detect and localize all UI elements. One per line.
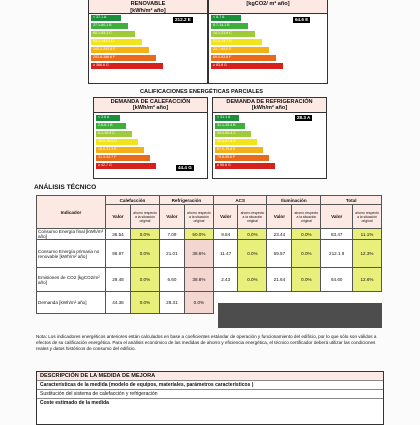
valor-header: Valor bbox=[267, 205, 292, 229]
calefaccion-bar-label: 18.0-31.3 E bbox=[98, 147, 117, 151]
refrigeracion-indicator: 28.3 A bbox=[297, 115, 311, 120]
refrigeracion-bar-label: < 31.1 A bbox=[217, 115, 231, 119]
mejora-sustitucion: Sustitución del sistema de calefacción y refrigeración bbox=[37, 390, 383, 399]
analisis-table bbox=[36, 195, 382, 314]
ahorro-cell: 38.6% bbox=[184, 240, 213, 268]
refrigeracion-bar-label: 50.4-67.5 D bbox=[217, 139, 236, 143]
value-cell: 6.60 bbox=[159, 268, 184, 292]
refrigeracion-bar-c bbox=[215, 131, 251, 137]
calefaccion-bar-c bbox=[96, 131, 132, 137]
row-label: Emisiones de CO2 [kgCO2/m² año] bbox=[37, 268, 106, 292]
consumo-bar-label: 60.1-93.1 C bbox=[93, 31, 112, 35]
refrigeracion-panel bbox=[212, 97, 327, 179]
consumo-bar-label: ≥ 366.6 G bbox=[93, 63, 109, 67]
ahorro-header: ahorro respecto a la situación original bbox=[238, 205, 267, 229]
refrigeracion-title: DEMANDA DE REFRIGERACIÓN bbox=[226, 99, 313, 105]
refrigeracion-header bbox=[213, 98, 326, 113]
calefaccion-bar-a bbox=[96, 115, 120, 121]
consumo-header bbox=[89, 0, 207, 14]
consumo-panel bbox=[88, 0, 208, 84]
refrigeracion-bar-label: 79.8-95.6 F bbox=[217, 155, 236, 159]
emisiones-bar-c bbox=[211, 31, 255, 37]
emisiones-bar-d bbox=[211, 39, 262, 45]
consumo-bar-d bbox=[91, 39, 142, 45]
ahorro-cell: 0.0% bbox=[130, 268, 159, 292]
consumo-bar-e bbox=[91, 47, 149, 53]
emisiones-bar-label: 69.0-83.8 F bbox=[213, 55, 232, 59]
value-cell: 64.60 bbox=[321, 268, 353, 292]
ahorro-cell: 38.6% bbox=[184, 268, 213, 292]
consumo-bar-g bbox=[91, 63, 163, 69]
consumo-bar-c bbox=[91, 31, 135, 37]
calefaccion-bar-e bbox=[96, 147, 144, 153]
calefaccion-bar-b bbox=[96, 123, 126, 129]
group-iluminacion: Iluminación bbox=[267, 196, 321, 205]
ahorro-header: ahorro respecto a la situación original bbox=[353, 205, 382, 229]
consumo-bar-label: 93.1-143.2 D bbox=[93, 39, 114, 43]
indicador-header: Indicador bbox=[37, 196, 106, 229]
emisiones-bar-b bbox=[211, 23, 248, 29]
ahorro-cell: 50.0% bbox=[184, 229, 213, 240]
ahorro-cell: 12.3% bbox=[353, 240, 382, 268]
emisiones-bar-f bbox=[211, 55, 276, 61]
value-cell: 9.84 bbox=[213, 229, 238, 240]
ahorro-cell: 0.0% bbox=[238, 240, 267, 268]
row-label: Demanda [kWh/m² año] bbox=[37, 292, 106, 314]
consumo-scale bbox=[91, 15, 171, 71]
consumo-bar-label: < 37.1 A bbox=[93, 15, 107, 19]
calefaccion-bar-g bbox=[96, 163, 156, 169]
calefaccion-bar-f bbox=[96, 155, 150, 161]
ahorro-header: ahorro respecto a la situación original bbox=[292, 205, 321, 229]
value-cell: 44.38 bbox=[106, 292, 131, 314]
emisiones-bar-label: 14.1-21.9 C bbox=[213, 31, 232, 35]
calefaccion-scale bbox=[96, 115, 166, 171]
group-calefaccion: Calefacción bbox=[106, 196, 160, 205]
value-cell: 28.31 bbox=[159, 292, 184, 314]
value-cell: 11.47 bbox=[213, 240, 238, 268]
calefaccion-bar-label: 10.9-18.0 D bbox=[98, 139, 117, 143]
emisiones-bar-label: 21.9-33.7 D bbox=[213, 39, 232, 43]
analisis-body bbox=[37, 229, 382, 314]
consumo-bar-label: 293.8-366.6 F bbox=[93, 55, 116, 59]
calefaccion-bar-label: < 2.6 A bbox=[98, 115, 110, 119]
emisiones-bar-label: 33.7-69.0 E bbox=[213, 47, 232, 51]
ahorro-cell: 0.0% bbox=[238, 229, 267, 240]
mejora-title: DESCRIPCIÓN DE LA MEDIDA DE MEJORA bbox=[37, 372, 383, 381]
consumo-bar-f bbox=[91, 55, 156, 61]
valor-header: Valor bbox=[321, 205, 353, 229]
refrigeracion-bar-label: 67.5-79.8 E bbox=[217, 147, 236, 151]
ahorro-header: ahorro respecto a la situación original bbox=[184, 205, 213, 229]
emisiones-scale bbox=[211, 15, 291, 71]
refrigeracion-bar-label: ≥ 95.6 G bbox=[217, 163, 231, 167]
refrigeracion-bar-d bbox=[215, 139, 257, 145]
value-cell: 21.01 bbox=[159, 240, 184, 268]
row-label: Consumo Energía primaria no renovable [kWh/m² año] bbox=[37, 240, 106, 268]
consumo-title: RENOVABLE bbox=[130, 1, 166, 8]
ahorro-cell: 0.0% bbox=[292, 268, 321, 292]
refrigeracion-bar-b bbox=[215, 123, 245, 129]
valor-header: Valor bbox=[213, 205, 238, 229]
value-cell: 2.43 bbox=[213, 268, 238, 292]
refrigeracion-scale bbox=[215, 115, 285, 171]
value-cell: 212.1 8 bbox=[321, 240, 353, 268]
ahorro-cell: 11.1% bbox=[353, 229, 382, 240]
ahorro-cell: 12.6% bbox=[353, 268, 382, 292]
calefaccion-bar-label: 2.6-6.1 B bbox=[98, 123, 113, 127]
parciales-title: CALIFICACIONES ENERGÉTICAS PARCIALES bbox=[140, 89, 263, 95]
calefaccion-header bbox=[94, 98, 207, 113]
calefaccion-bar-label: ≥ 42.7 G bbox=[98, 163, 112, 167]
calefaccion-panel bbox=[93, 97, 208, 179]
table-row bbox=[37, 240, 382, 268]
value-cell: 69.57 bbox=[267, 240, 292, 268]
calefaccion-title: DEMANDA DE CALEFACCIÓN bbox=[110, 99, 191, 105]
emisiones-bar-g bbox=[211, 63, 283, 69]
ahorro-cell: 0.0% bbox=[130, 292, 159, 314]
calefaccion-bar-label: 31.3-42.7 F bbox=[98, 155, 117, 159]
value-cell: 83.47 bbox=[321, 229, 353, 240]
ahorro-header: ahorro respecto a la situación original bbox=[130, 205, 159, 229]
consumo-bar-b bbox=[91, 23, 128, 29]
calefaccion-bar-label: 6.1-10.9 C bbox=[98, 131, 115, 135]
consumo-bar-label: 37.1-60.1 B bbox=[93, 23, 112, 27]
consumo-unit: [kWh/m² año] bbox=[130, 7, 166, 14]
refrigeracion-bar-g bbox=[215, 163, 275, 169]
table-row bbox=[37, 229, 382, 240]
value-cell: 96.97 bbox=[106, 240, 131, 268]
ahorro-cell: 0.0% bbox=[292, 240, 321, 268]
mejora-coste: Coste estimado de la medida bbox=[40, 400, 109, 406]
emisiones-bar-e bbox=[211, 47, 269, 53]
group-acs: ACS bbox=[213, 196, 267, 205]
consumo-bar-label: 143.2-293.8 E bbox=[93, 47, 116, 51]
mejora-caracteristicas: Características de la medida (modelo de equipos, materiales, parámetros característicos ) bbox=[37, 381, 383, 390]
emisiones-bar-label: 8.7-14.1 B bbox=[213, 23, 230, 27]
emisiones-header bbox=[209, 0, 327, 14]
ahorro-cell: 0.0% bbox=[292, 229, 321, 240]
emisiones-panel bbox=[208, 0, 328, 84]
refrigeracion-bar-label: 39.4-50.4 C bbox=[217, 131, 236, 135]
valor-header: Valor bbox=[159, 205, 184, 229]
refrigeracion-bar-e bbox=[215, 147, 263, 153]
ahorro-cell: 0.0% bbox=[130, 240, 159, 268]
group-total: Total bbox=[321, 196, 382, 205]
ahorro-cell: 0.0% bbox=[130, 229, 159, 240]
calefaccion-bar-d bbox=[96, 139, 138, 145]
analisis-title: ANÁLISIS TÉCNICO bbox=[34, 184, 97, 191]
value-cell: 29.48 bbox=[106, 268, 131, 292]
refrigeracion-unit: [kWh/m² año] bbox=[251, 105, 288, 112]
emisiones-indicator: 64.6 E bbox=[295, 17, 309, 22]
value-cell: 21.64 bbox=[267, 268, 292, 292]
calefaccion-indicator: 44.4 G bbox=[178, 165, 192, 170]
emisiones-bar-a bbox=[211, 15, 241, 21]
mejora-box bbox=[36, 371, 384, 425]
consumo-indicator: 212.2 E bbox=[175, 17, 191, 22]
refrigeracion-bar-f bbox=[215, 155, 269, 161]
consumo-bar-a bbox=[91, 15, 121, 21]
table-row bbox=[37, 268, 382, 292]
dark-block bbox=[218, 303, 382, 328]
nota-text: Nota: Los indicadores energéticos anteriores están calculados en base a coeficientes estándar de operación y funcionamiento del edificio, por lo que sólo son válidos a efectos de su calificación energética. Para el análisis económico de las medidas de ahorro y eficiencia energética, el técnico certificador deberá utilizar las condiciones reales y datos históricos de consumo del edificio. bbox=[36, 334, 377, 351]
value-cell: 23.44 bbox=[267, 229, 292, 240]
row-label: Consumo Energía final [kWh/m² año] bbox=[37, 229, 106, 240]
calefaccion-unit: [kWh/m² año] bbox=[132, 105, 169, 112]
ahorro-cell: 0.0% bbox=[184, 292, 213, 314]
value-cell: 7.09 bbox=[159, 229, 184, 240]
value-cell: 36.54 bbox=[106, 229, 131, 240]
emisiones-unit: [kgCO2/ m² año] bbox=[246, 1, 290, 8]
emisiones-bar-label: < 8.7 A bbox=[213, 15, 225, 19]
ahorro-cell: 0.0% bbox=[238, 268, 267, 292]
refrigeracion-bar-a bbox=[215, 115, 239, 121]
emisiones-bar-label: ≥ 83.8 G bbox=[213, 63, 227, 67]
refrigeracion-bar-label: 31.1-39.4 B bbox=[217, 123, 236, 127]
valor-header: Valor bbox=[106, 205, 131, 229]
group-refrigeracion: Refrigeración bbox=[159, 196, 213, 205]
